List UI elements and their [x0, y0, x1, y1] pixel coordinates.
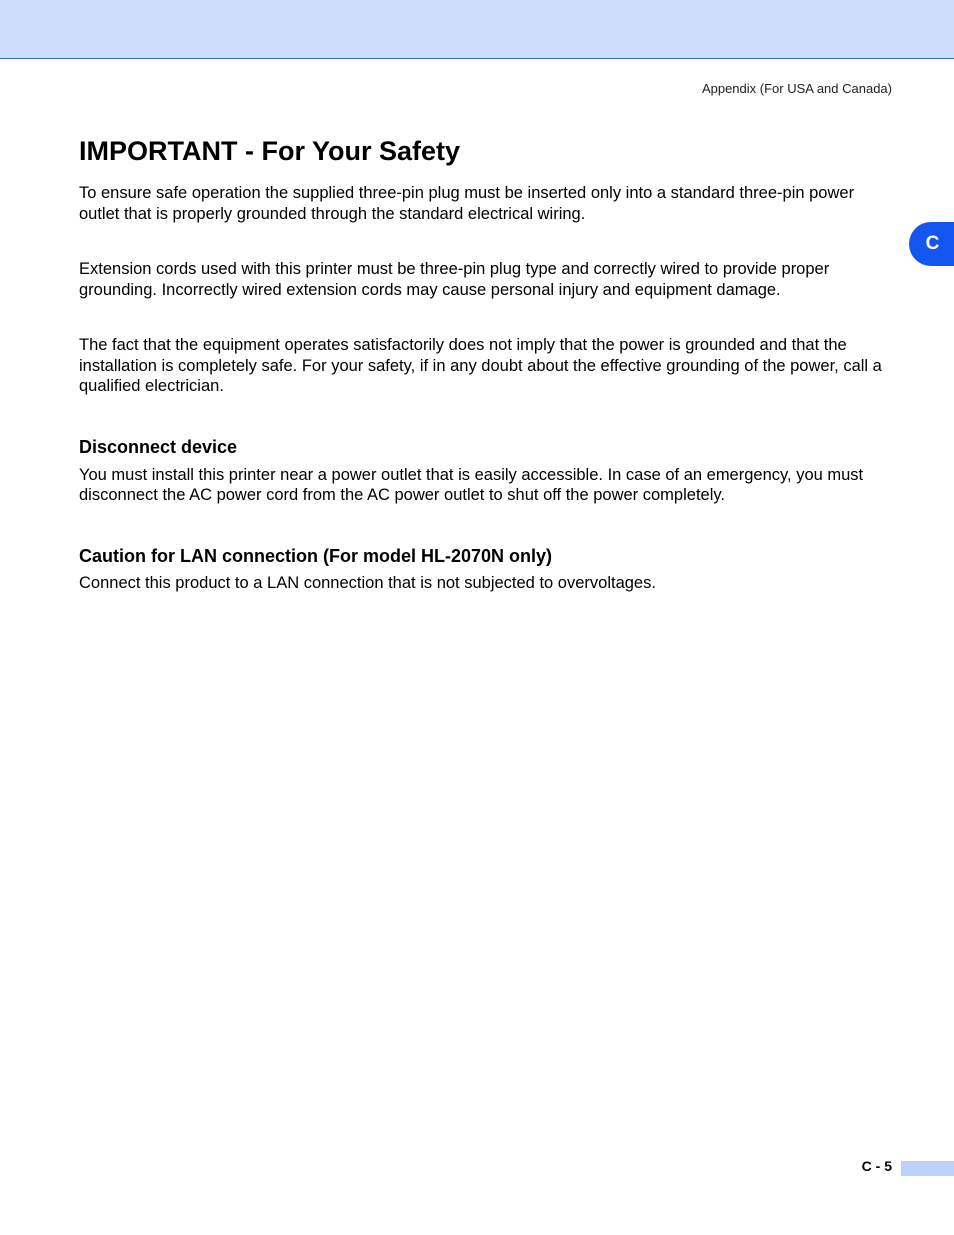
chapter-tab-label: C	[925, 233, 940, 254]
running-header: Appendix (For USA and Canada)	[701, 81, 892, 96]
section-body-lan-caution: Connect this product to a LAN connection that is not subjected to overvoltages.	[79, 573, 656, 592]
paragraph-plug-safety: To ensure safe operation the supplied three-pin plug must be inserted only into a standard three-pin power outlet that is properly grounded through the standard electrical wiring.	[79, 184, 855, 223]
section-heading-disconnect-device: Disconnect device	[79, 436, 238, 457]
header-band	[0, 0, 954, 59]
paragraph-grounding: The fact that the equipment operates satisfactorily does not imply that the power is grounded and that the installation is completely safe. For your safety, if in any doubt about the effective grounding of the power, call a qualified electrician.	[79, 336, 882, 395]
section-heading-lan-caution: Caution for LAN connection (For model HL-2070N only)	[79, 545, 553, 566]
paragraph-extension-cords: Extension cords used with this printer must be three-pin plug type and correctly wired to provide proper grounding. Incorrectly wired extension cords may cause personal injury and equipment damage.	[79, 260, 830, 299]
chapter-tab[interactable]	[909, 222, 954, 266]
section-body-disconnect-device: You must install this printer near a power outlet that is easily accessible. In case of an emergency, you must disconnect the AC power cord from the AC power outlet to shut off the power completely.	[79, 465, 864, 504]
footer-bar	[901, 1161, 954, 1176]
page-title: IMPORTANT - For Your Safety	[79, 136, 461, 166]
page-number: C - 5	[861, 1158, 892, 1174]
page-content	[79, 134, 895, 593]
